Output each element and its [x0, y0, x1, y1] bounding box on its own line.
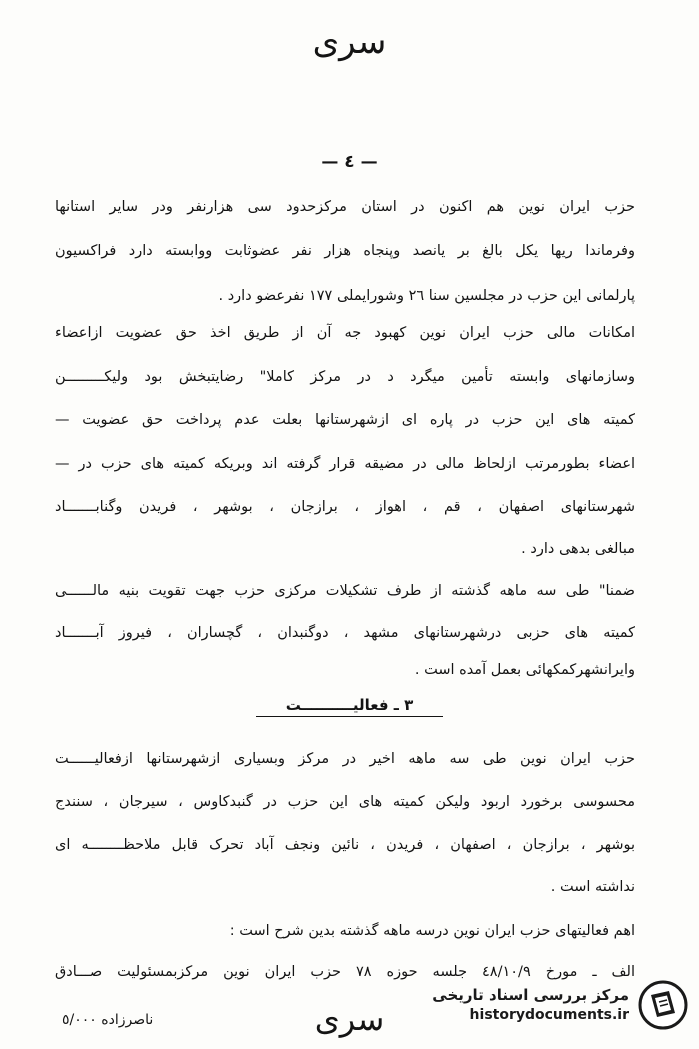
text-line: شهرستانهای اصفهان ، قم ، اهواز ، برازجان ، بوشهر ، فریدن وگنابـــــــاد: [55, 499, 635, 515]
text-line: کمیته های این حزب در پاره ای ازشهرستانها بعلت عدم پرداخت حق عضویت —: [55, 412, 635, 428]
watermark-url: historydocuments.ir: [469, 1007, 629, 1023]
text-line: ضمنا" طی سه ماهه گذشته از طرف تشکیلات مرکزی حزب جهت تقویت بنیه مالــــــی: [55, 583, 635, 599]
text-line: بوشهر ، برازجان ، اصفهان ، فریدن ، نائین ونجف آباد تحرک قابل ملاحظــــــــه ای: [55, 837, 635, 853]
page-number: — ٤ —: [321, 152, 378, 172]
text-line: وفرماندا ریها یکل بالغ بر یانصد وپنجاه هزار نفر عضوثابت ووابسته دارد فراکسیون: [55, 243, 635, 259]
text-line: محسوسی برخورد اربود ولیکن کمیته های این حزب در گنبدکاوس ، سیرجان ، سنندج: [55, 794, 635, 810]
document-center-logo-icon: [637, 979, 689, 1031]
footer-reference: ناصرزاده ٥/٠٠٠: [62, 1012, 154, 1028]
text-line: اعضاء بطورمرتب ازلحاظ مالی در مضیقه قرار گرفته اند وبریکه کمیته های حزب در —: [55, 456, 635, 472]
text-line: امکانات مالی حزب ایران نوین کهبود جه آن از طریق اخذ حق عضویت ازاعضاء: [55, 325, 635, 341]
text-line: حزب ایران نوین هم اکنون در استان مرکزحدود سی هزارنفر ودر سایر استانها: [55, 199, 635, 215]
text-line: اهم فعالیتهای حزب ایران نوین درسه ماهه گذشته بدین شرح است :: [229, 923, 635, 939]
text-line: مبالغی بدهی دارد .: [521, 541, 635, 557]
text-line: وایرانشهرکمکهائی بعمل آمده است .: [414, 662, 635, 678]
footer-classification-stamp: سری: [314, 1000, 385, 1038]
text-line: وسازمانهای وابسته تأمین میگرد د در مرکز کاملا" رضایتبخش بود ولیکـــــــــن: [55, 369, 635, 385]
text-line: الف ـ مورخ ٤٨/١٠/٩ جلسه حوزه ٧٨ حزب ایران نوین مرکزبمسئولیت صـــادق: [55, 964, 635, 980]
text-line: کمیته های حزبی درشهرستانهای مشهد ، دوگنبدان ، گچساران ، فیروز آبـــــــاد: [55, 625, 635, 641]
section-heading: [0, 696, 699, 717]
watermark-title: مرکز بررسی اسناد تاریخی: [432, 986, 629, 1004]
header-classification-stamp: سری: [312, 22, 387, 62]
watermark-text: [432, 985, 629, 1025]
watermark: [419, 973, 689, 1037]
text-line: پارلمانی این حزب در مجلسین سنا ٢٦ وشورایملی ١٧٧ نفرعضو دارد .: [218, 288, 635, 304]
text-line: نداشته است .: [550, 879, 635, 895]
section-heading-text: ٣ ـ فعالیــــــــــت: [256, 696, 444, 717]
text-line: حزب ایران نوین طی سه ماهه اخیر در مرکز وبسیاری ازشهرستانها ازفعالیــــــت: [55, 751, 635, 767]
